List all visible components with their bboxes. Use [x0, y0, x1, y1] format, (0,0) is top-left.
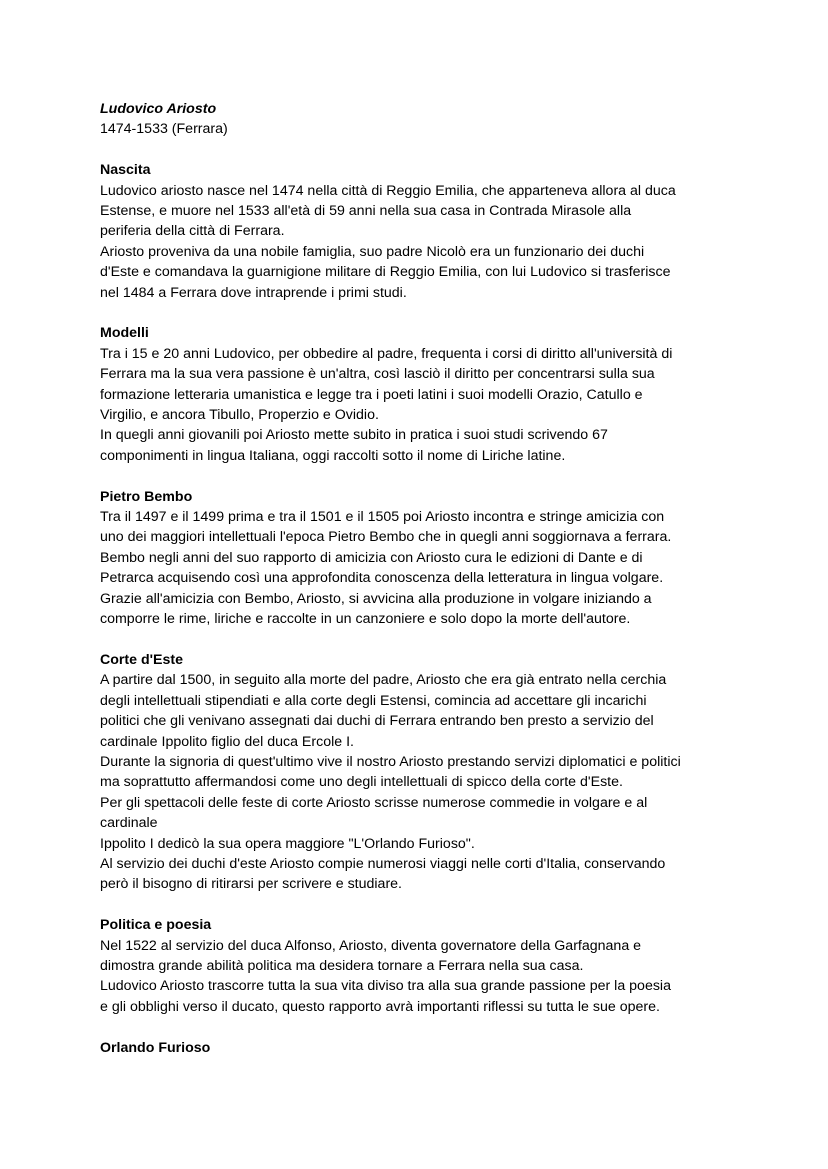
paragraph-line: Ludovico ariosto nasce nel 1474 nella città di Reggio Emilia, che apparteneva allora al duca [100, 182, 676, 199]
section-spacer [100, 630, 732, 650]
paragraph-line: Nel 1522 al servizio del duca Alfonso, Ariosto, diventa governatore della Garfagnana e [100, 937, 642, 954]
section-heading: Orlando Furioso [100, 1039, 211, 1056]
section-politica-e-poesia [100, 915, 732, 1017]
section-spacer [100, 303, 732, 323]
section-heading: Nascita [100, 162, 151, 179]
section-nascita [100, 160, 732, 303]
document-subtitle: 1474-1533 (Ferrara) [100, 121, 228, 138]
section-modelli [100, 323, 732, 466]
paragraph-line: Ludovico Ariosto trascorre tutta la sua vita diviso tra alla sua grande passione per la poesia [100, 978, 671, 995]
paragraph-line: In quegli anni giovanili poi Ariosto mette subito in pratica i suoi studi scrivendo 67 [100, 427, 608, 444]
document-body [100, 99, 732, 1058]
section-heading: Politica e poesia [100, 917, 212, 934]
paragraph-line: cardinale [100, 815, 158, 832]
section-corte-d-este [100, 650, 732, 895]
section-heading: Modelli [100, 325, 149, 342]
paragraph-line: componimenti in lingua Italiana, oggi raccolti sotto il nome di Liriche latine. [100, 447, 566, 464]
paragraph-line: uno dei maggiori intellettuali l'epoca Pietro Bembo che in quegli anni soggiornava a ferrara. [100, 529, 672, 546]
paragraph-line: Petrarca acquisendo così una approfondita conoscenza della letteratura in lingua volgare. [100, 570, 664, 587]
paragraph-line: nel 1484 a Ferrara dove intraprende i primi studi. [100, 284, 407, 301]
paragraph-line: cardinale Ippolito figlio del duca Ercole I. [100, 733, 354, 750]
paragraph-line: politici che gli venivano assegnati dai duchi di Ferrara entrando ben presto a servizio del [100, 713, 654, 730]
section-heading: Corte d'Este [100, 651, 183, 668]
paragraph-line: formazione letteraria umanistica e legge tra i poeti latini i suoi modelli Orazio, Catullo e [100, 386, 643, 403]
paragraph-line: Durante la signoria di quest'ultimo vive il nostro Ariosto prestando servizi diplomatici e politici [100, 753, 681, 770]
paragraph-line: Grazie all'amicizia con Bembo, Ariosto, si avvicina alla produzione in volgare iniziando a [100, 590, 652, 607]
document-title: Ludovico Ariosto [100, 101, 217, 117]
paragraph-line: Per gli spettacoli delle feste di corte Ariosto scrisse numerose commedie in volgare e al [100, 794, 648, 811]
paragraph-line: Tra il 1497 e il 1499 prima e tra il 1501 e il 1505 poi Ariosto incontra e stringe amicizia con [100, 509, 665, 526]
section-orlando-furioso [100, 1038, 732, 1058]
paragraph-line: degli intellettuali stipendiati e alla corte degli Estensi, comincia ad accettare gli incarichi [100, 692, 647, 709]
paragraph-line: comporre le rime, liriche e raccolte in un canzoniere e solo dopo la morte dell'autore. [100, 611, 631, 628]
paragraph-line: Al servizio dei duchi d'este Ariosto compie numerosi viaggi nelle corti d'Italia, conservando [100, 855, 666, 872]
paragraph-line: Estense, e muore nel 1533 all'età di 59 anni nella sua casa in Contrada Mirasole alla [100, 203, 632, 220]
paragraph-line: ma soprattutto affermandosi come uno degli intellettuali di spicco della corte d'Este. [100, 774, 623, 791]
paragraph-line: periferia della città di Ferrara. [100, 223, 285, 240]
paragraph-line: Ariosto proveniva da una nobile famiglia, suo padre Nicolò era un funzionario dei duchi [100, 243, 645, 260]
section-spacer [100, 895, 732, 915]
paragraph-line: però il bisogno di ritirarsi per scrivere e studiare. [100, 876, 403, 893]
paragraph-line: dimostra grande abilità politica ma desidera tornare a Ferrara nella sua casa. [100, 957, 584, 974]
section-spacer [100, 140, 732, 160]
section-spacer [100, 1017, 732, 1037]
paragraph-line: e gli obblighi verso il ducato, questo rapporto avrà importanti riflessi su tutta le sue opere. [100, 998, 660, 1015]
paragraph-line: Ferrara ma la sua vera passione è un'altra, così lasciò il diritto per concentrarsi sulla sua [100, 366, 655, 383]
paragraph-line: Virgilio, e ancora Tibullo, Properzio e Ovidio. [100, 407, 379, 424]
paragraph-line: A partire dal 1500, in seguito alla morte del padre, Ariosto che era già entrato nella cerchia [100, 672, 667, 689]
section-pietro-bembo [100, 487, 732, 630]
paragraph-line: d'Este e comandava la guarnigione militare di Reggio Emilia, con lui Ludovico si trasferisce [100, 264, 671, 281]
section-spacer [100, 466, 732, 486]
sections-container [100, 140, 732, 1058]
section-heading: Pietro Bembo [100, 488, 193, 505]
paragraph-line: Ippolito I dedicò la sua opera maggiore "L'Orlando Furioso". [100, 835, 475, 852]
paragraph-line: Bembo negli anni del suo rapporto di amicizia con Ariosto cura le edizioni di Dante e di [100, 549, 643, 566]
paragraph-line: Tra i 15 e 20 anni Ludovico, per obbedire al padre, frequenta i corsi di diritto all'università di [100, 345, 673, 362]
